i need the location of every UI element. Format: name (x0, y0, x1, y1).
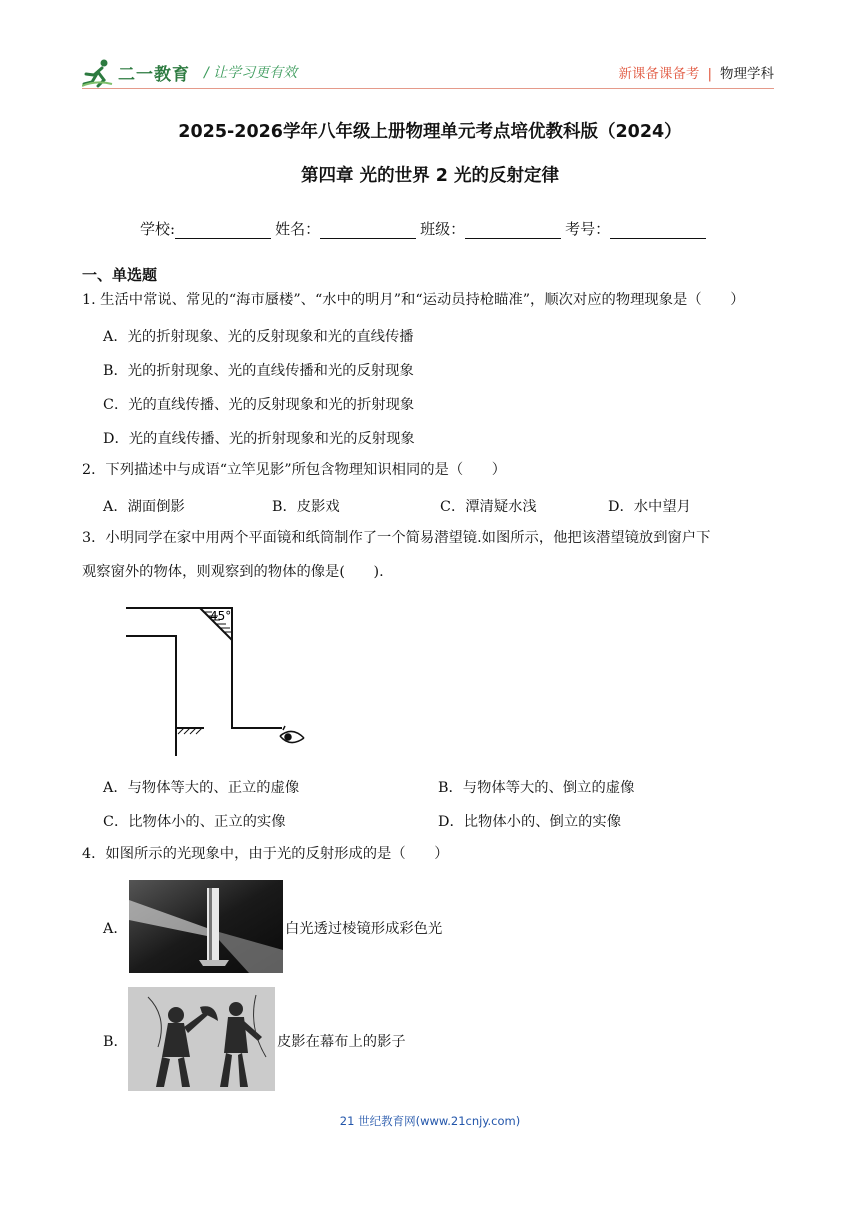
prism-photo (129, 880, 283, 973)
page-title: 2025-2026学年八年级上册物理单元考点培优教科版（2024） (178, 122, 682, 142)
eye-icon (280, 726, 304, 743)
brand-logo (82, 58, 322, 90)
question-2-option-b: B．皮影戏 (272, 499, 340, 515)
question-2-stem: 2．下列描述中与成语“立竿见影”所包含物理知识相同的是（ ） (82, 462, 507, 478)
question-3-option-a: A．与物体等大的、正立的虚像 (103, 780, 300, 796)
shadow-puppet-photo (128, 987, 275, 1091)
header-subject: 物理学科 (720, 66, 774, 82)
question-3-stem-line1: 3．小明同学在家中用两个平面镜和纸筒制作了一个简易潜望镜.如图所示，他把该潜望镜放到窗户下 (82, 530, 711, 546)
student-info-fields (140, 218, 710, 239)
question-1-option-c: C．光的直线传播、光的反射现象和光的折射现象 (103, 397, 415, 413)
blank-line[interactable] (175, 220, 271, 239)
section-heading: 一、单选题 (82, 266, 158, 284)
page-footer: 21 世纪教育网(www.21cnjy.com) (339, 1114, 521, 1128)
field-name (275, 218, 420, 239)
question-2-option-c: C．潭清疑水浅 (440, 499, 537, 515)
field-school (140, 218, 275, 239)
question-1-option-a: A．光的折射现象、光的反射现象和光的直线传播 (103, 329, 414, 345)
question-2-option-d: D．水中望月 (608, 499, 691, 515)
blank-line[interactable] (610, 220, 706, 239)
question-1-option-b: B．光的折射现象、光的直线传播和光的反射现象 (103, 363, 414, 379)
periscope-diagram (120, 598, 310, 760)
blank-line[interactable] (465, 220, 561, 239)
slogan: / 让学习更有效 (204, 65, 298, 81)
question-3-option-c: C．比物体小的、正立的实像 (103, 814, 286, 830)
header-label: 新课备课备考 (618, 66, 700, 82)
question-4-stem: 4．如图所示的光现象中，由于光的反射形成的是（ ） (82, 846, 449, 862)
question-4-option-b-letter: B． (103, 1034, 128, 1050)
header-divider (82, 88, 774, 89)
logo-text: 二一教育 (118, 65, 190, 85)
angle-label: 45° (210, 609, 232, 623)
question-4-option-b-text: 皮影在幕布上的影子 (277, 1034, 406, 1050)
page-subtitle: 第四章 光的世界 2 光的反射定律 (301, 166, 559, 186)
question-3-option-b: B．与物体等大的、倒立的虚像 (438, 780, 635, 796)
header-right (618, 62, 774, 82)
question-1-option-d: D．光的直线传播、光的折射现象和光的反射现象 (103, 431, 415, 447)
runner-icon (82, 58, 116, 88)
question-3-stem-line2: 观察窗外的物体，则观察到的物体的像是( ). (82, 564, 384, 580)
field-label: 考号： (565, 220, 611, 238)
field-label: 班级： (420, 220, 466, 238)
question-2-option-a: A．湖面倒影 (103, 499, 185, 515)
question-1-stem: 1. 生活中常说、常见的“海市蜃楼”、“水中的明月”和“运动员持枪瞄准”，顺次对应的物理现象是（ ） (82, 292, 745, 308)
field-exam-number (565, 218, 710, 239)
field-label: 学校: (140, 220, 176, 238)
field-label: 姓名： (275, 220, 321, 238)
header-separator: | (707, 66, 712, 82)
blank-line[interactable] (320, 220, 416, 239)
question-4-option-a-letter: A． (103, 921, 128, 937)
field-class (420, 218, 565, 239)
question-3-option-d: D．比物体小的、倒立的实像 (438, 814, 622, 830)
question-4-option-a-text: 白光透过棱镜形成彩色光 (285, 921, 443, 937)
